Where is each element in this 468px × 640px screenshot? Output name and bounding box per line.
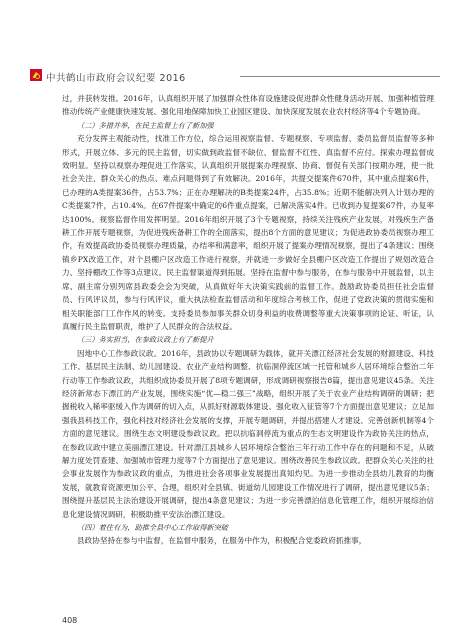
running-header (30, 70, 440, 84)
section-heading: （四）着住有为，助推全县中心工作取得新突破 (77, 523, 228, 532)
section-heading: （二）多措并举，在民主监督上有了新加强 (77, 120, 214, 130)
body-paragraph: 过，并获转发推。2016年，认真组织开展了加强群众性体育设施建设促进群众性健身活动开展、加强种植管理推动传统产业健康快速发展、强化用地保障加快工业园区建设、加快深度发展农业农村经济等4个专题协商。 (62, 94, 434, 117)
header-rule (240, 76, 440, 77)
body-paragraph: 充分发挥主观能动性，找准工作方位，综合运用视察监督、专题视察、专项监督、委员监督员监督等多种形式，开展立体、多元的民主监督，切实做到政监督不缺位、督监督不红性、真监督不应付。探索办理监督成效明显。坚持以视察办理促进工作落实，认真组织开展提案办理视察、协商、督促有关部门按期办理，使一批社会关注、群众关心的热点、难点问题得到了有效解决。2016年，共提交提案件670件，其中重点提案6件，已办理的A类提案36件，占53.7%；正在办理解决的B类提案24件，占35.8%；近期不能解决列入计划办理的C类提案7件，占10.4%。在67件提案中确定的6件重点提案，已解决落实4件。已收到办复提案67件，办复率达100%。视察监督作用发挥明显。2016年组织开展了3个专题视察，持续关注残疾产业发展，对残疾生产备耕工作开展专题视察，为促进残疾备耕工作的全面落实，提出8个方面的意见建议；为促进政协委员视察办理工作，有效提高政协委员视察办理质量，办结率和满意率，组织开展了提案办理情况视察，提出了4条建议；围绕镇乡PX改造工作，对个县棚户区改造工作进行视察，并就进一步做好全县棚户区改造工作提出了规划改造合力、坚持棚改工作等3点建议。民主监督渠道得到拓展。坚持在监督中参与服务，在参与服务中开展监督，以主席、副主席分别列席县政委会会为突破，从真做好年大决策实践前的监督工作。鼓励政协委员担任社会监督员、行风评议员，参与行风评议，重大执法检查监督活动和年度综合考核工作，促进了党政决策的贯彻实施和相关职能部门工作作风的转变。支持委员参加事关群众切身利益的收费调整等重大决策事项的论证、听证，认真履行民主监督职责，维护了人民群众的合法权益。 (62, 134, 434, 331)
party-emblem-icon (30, 69, 42, 81)
body-paragraph: 县政协坚持在参与中监督，在监督中服务，在服务中作为，积极配合党委政府抓推事， (77, 536, 367, 546)
page-number: 408 (62, 616, 78, 625)
header-title: 中共鹤山市政府会议纪要 2016 (46, 73, 186, 84)
page-body (62, 92, 434, 548)
section-heading: （三）务实担当，在参政议政上有了新提升 (77, 335, 214, 345)
body-paragraph: 因地中心工作参政议政。2016年，县政协以专题调研为载体，就开关漂江经济社会发展的财源建设、科技工作、基层民主法制、幼儿园建设、农业产业结构调整、抗临洞停流区域一托管和城乡人居环境综合整治二年行动等工作参政议政，共组织成协委员开展了8项专题调研，形成调研视察报告8篇，提出意见建议45条。关注经济新常态下漂江的产业发展，围绕实施“优—稳二强三”战略，组织开展了关于农业产业结构调研的调研；把握税收入稀率驱缓入作为调研的切入点，从抓好财源载体建设、强化收入征管等7个方面提出意见建议；立足加强我县科技工作，强化科技对经济社会发展的支撑，开展专题调研，并提出搭建人才建设、完善创新机制等4个方面的意见建议。围绕生态文明建设参政议政。把以抗临洞停流为重点的生态文明建设作为政协关注的热点，在参政议政中建立美丽漂江建设。针对漂江县城乡人居环境综合整治三年行动工作中存在的问题和不足，从破解力度处罚查建、加强城市管理力度等7个方面提出了意见建议。围绕改善民生参政议政。把群众关心关注的社会事业发展作为参政议政的重点，为推进社会各项事业发展提出真知灼见。为进一步推动全县幼儿教育的均衡发展，就教育资源更加公平、合理，组织对全县镇、街道幼儿园建设工作情况进行了调研，提出意见建议5条；围绕提升基层民主法治建设开展调研，提出4条意见建议；为进一步完善漂泊信息化管理工作，组织开展综治信息化建设情况调研，积极助推平安法治漂江建设。 (62, 348, 434, 519)
